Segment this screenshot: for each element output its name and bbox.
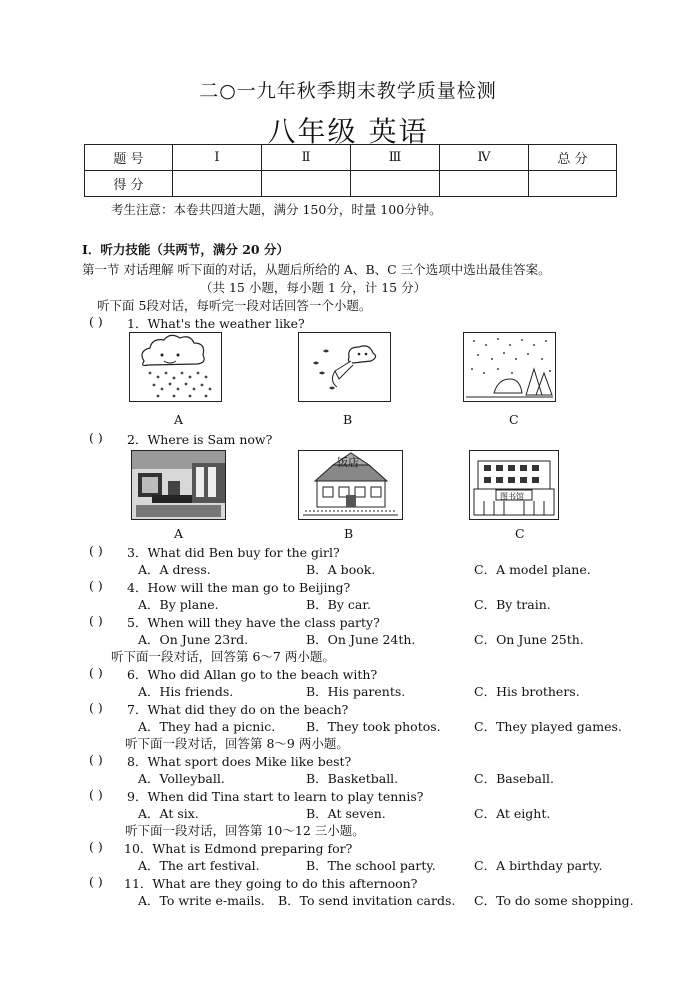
score-cell[interactable] [351, 171, 440, 197]
notice: 考生注意：本卷共四道大题，满分 150分，时量 100分钟。 [111, 202, 442, 217]
q11-option-c[interactable]: C．To do some shopping. [474, 893, 634, 908]
listening-instruction-2: 听下面一段对话，回答第 6～7 两小题。 [111, 649, 335, 664]
q8-option-c[interactable]: C．Baseball. [474, 771, 554, 786]
q6-option-b[interactable]: B．His parents. [306, 684, 406, 699]
answer-paren[interactable]: ( ) [89, 874, 103, 889]
q3-option-a[interactable]: A．A dress. [138, 562, 211, 577]
q3-option-c[interactable]: C．A model plane. [474, 562, 591, 577]
question-1: 1．What's the weather like? [127, 316, 305, 331]
q6-option-a[interactable]: A．His friends. [138, 684, 234, 699]
library-sign: 图书馆 [500, 492, 524, 501]
exam-title: 二○一九年秋季期末教学质量检测 [199, 80, 497, 102]
listening-instruction-4: 听下面一段对话，回答第 10～12 三小题。 [125, 823, 365, 838]
question-11: 11．What are they going to do this afternoon? [124, 876, 418, 891]
q10-option-a[interactable]: A．The art festival. [138, 858, 260, 873]
answer-paren[interactable]: ( ) [89, 430, 103, 445]
q5-option-b[interactable]: B．On June 24th. [306, 632, 416, 647]
answer-paren[interactable]: ( ) [89, 578, 103, 593]
library-picture [469, 450, 559, 520]
q4-option-b[interactable]: B．By car. [306, 597, 371, 612]
question-7: 7．What did they do on the beach? [127, 702, 349, 717]
q6-option-c[interactable]: C．His brothers. [474, 684, 580, 699]
question-8: 8．What sport does Mike like best? [127, 754, 352, 769]
q4-option-a[interactable]: A．By plane. [138, 597, 219, 612]
score-cell[interactable] [262, 171, 351, 197]
listening-instruction-1: 听下面 5段对话，每听完一段对话回答一个小题。 [97, 298, 372, 313]
q8-option-b[interactable]: B．Basketball. [306, 771, 399, 786]
score-cell[interactable] [529, 171, 617, 197]
part1-scoring: （共 15 小题，每小题 1 分，计 15 分） [200, 280, 427, 295]
question-4: 4．How will the man go to Beijing? [127, 580, 351, 595]
q7-option-a[interactable]: A．They had a picnic. [138, 719, 276, 734]
q9-option-c[interactable]: C．At eight. [474, 806, 551, 821]
score-header-4: Ⅳ [440, 145, 529, 171]
question-5: 5．When will they have the class party? [127, 615, 380, 630]
section-heading: I．听力技能（共两节，满分 20 分） [82, 242, 289, 257]
answer-paren[interactable]: ( ) [89, 700, 103, 715]
hotel-sign: 饭店 [337, 456, 359, 469]
q10-option-b[interactable]: B．The school party. [306, 858, 436, 873]
part1-instruction: 第一节 对话理解 听下面的对话，从题后所给的 A、B、C 三个选项中选出最佳答案。 [82, 262, 551, 277]
exam-subject: 八年级 英语 [267, 115, 429, 148]
q4-option-c[interactable]: C．By train. [474, 597, 551, 612]
q9-option-b[interactable]: B．At seven. [306, 806, 386, 821]
q1-label-a: A [174, 412, 184, 427]
snow-picture [463, 332, 556, 402]
answer-paren[interactable]: ( ) [89, 665, 103, 680]
q5-option-a[interactable]: A．On June 23rd. [138, 632, 249, 647]
answer-paren[interactable]: ( ) [89, 613, 103, 628]
score-cell[interactable] [440, 171, 529, 197]
q7-option-b[interactable]: B．They took photos. [306, 719, 441, 734]
score-table [84, 144, 617, 197]
score-header-label: 题 号 [85, 145, 173, 171]
score-row-label: 得 分 [85, 171, 173, 197]
q1-label-c: C [509, 412, 519, 427]
question-9: 9．When did Tina start to learn to play tennis? [127, 789, 424, 804]
q9-option-a[interactable]: A．At six. [138, 806, 199, 821]
q8-option-a[interactable]: A．Volleyball. [138, 771, 225, 786]
q3-option-b[interactable]: B．A book. [306, 562, 376, 577]
q10-option-c[interactable]: C．A birthday party. [474, 858, 603, 873]
answer-paren[interactable]: ( ) [89, 752, 103, 767]
score-header-1: Ⅰ [173, 145, 262, 171]
answer-paren[interactable]: ( ) [89, 839, 103, 854]
q11-option-a[interactable]: A．To write e-mails. [138, 893, 265, 908]
q1-label-b: B [343, 412, 353, 427]
q2-label-c: C [515, 526, 525, 541]
q2-label-a: A [174, 526, 184, 541]
hotel-picture [298, 450, 403, 520]
score-header-total: 总 分 [529, 145, 617, 171]
q2-label-b: B [344, 526, 354, 541]
question-10: 10．What is Edmond preparing for? [124, 841, 353, 856]
score-cell[interactable] [173, 171, 262, 197]
question-6: 6．Who did Allan go to the beach with? [127, 667, 378, 682]
answer-paren[interactable]: ( ) [89, 787, 103, 802]
answer-paren[interactable]: ( ) [89, 314, 103, 329]
rain-picture [129, 332, 222, 402]
question-3: 3．What did Ben buy for the girl? [127, 545, 340, 560]
wind-picture [298, 332, 391, 402]
answer-paren[interactable]: ( ) [89, 543, 103, 558]
office-picture [131, 450, 226, 520]
question-2: 2．Where is Sam now? [127, 432, 273, 447]
score-header-2: Ⅱ [262, 145, 351, 171]
listening-instruction-3: 听下面一段对话，回答第 8～9 两小题。 [125, 736, 349, 751]
score-header-3: Ⅲ [351, 145, 440, 171]
q5-option-c[interactable]: C．On June 25th. [474, 632, 584, 647]
q11-option-b[interactable]: B．To send invitation cards. [278, 893, 456, 908]
q7-option-c[interactable]: C．They played games. [474, 719, 622, 734]
